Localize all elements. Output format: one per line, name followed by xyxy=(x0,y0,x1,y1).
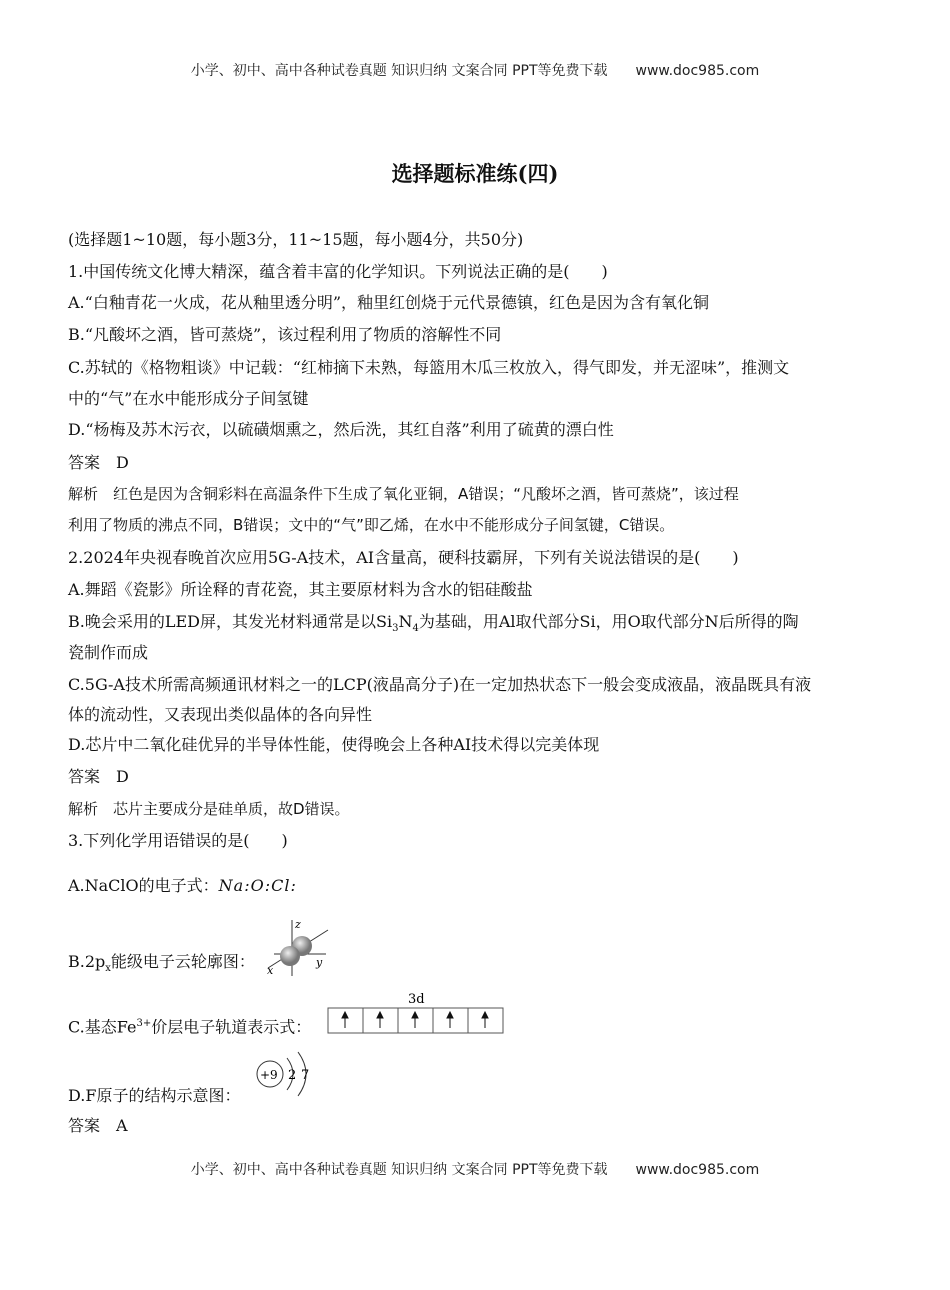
page-title: 选择题标准练(四) xyxy=(391,161,559,186)
svg-text:+9: +9 xyxy=(260,1068,278,1082)
q2-option-b-cont: 瓷制作而成 xyxy=(68,643,149,662)
header-url[interactable]: www.doc985.com xyxy=(635,63,760,79)
up-arrow-icon xyxy=(412,1012,418,1028)
q3-option-c: C.基态$Fe^{3+}$价层电子轨道表示式： xyxy=(68,1017,312,1037)
q2-analysis: 解析 芯片主要成分是硅单质，故D错误。 xyxy=(68,800,350,818)
q1-stem: 1.中国传统文化博大精深，蕴含着丰富的化学知识。下列说法正确的是( ) xyxy=(68,262,608,281)
q2-option-c-cont: 体的流动性，又表现出类似晶体的各向异性 xyxy=(68,705,373,724)
q3-option-d: D.F原子的结构示意图： xyxy=(68,1086,241,1105)
q3-option-b: $B.2p_x$能级电子云轮廓图： xyxy=(68,952,255,975)
page-header xyxy=(0,60,950,80)
q1-option-c: C.苏轼的《格物粗谈》中记载：“红柿摘下未熟，每篮用木瓜三枚放入，得气即发，并无涩味”，推测文 xyxy=(68,358,790,377)
q2-stem: 2.2024年央视春晚首次应用5G-A技术，AI含量高，硬科技霸屏，下列有关说法错误的是( ) xyxy=(68,548,739,567)
intro: (选择题1~10题，每小题3分，11~15题，每小题4分，共50分) xyxy=(68,230,524,249)
p-orbital-figure xyxy=(264,916,336,978)
q3-option-a: A.NaClO的电子式：Na:O:Cl: xyxy=(68,876,297,895)
up-arrow-icon xyxy=(342,1012,348,1028)
orbital-diagram-3d xyxy=(326,990,506,1036)
q2-option-b: B.晚会采用的LED屏，其发光材料通常是以$Si_3N_4$为基础，用Al取代部分Si，用O取代部分N后所得的陶 xyxy=(68,612,799,635)
q1-answer: 答案 D xyxy=(68,453,129,472)
svg-text:x: x xyxy=(267,964,274,977)
header-text: 小学、初中、高中各种试卷真题 知识归纳 文案合同 PPT等免费下载 xyxy=(190,63,608,79)
svg-text:7: 7 xyxy=(301,1068,310,1083)
up-arrow-icon xyxy=(377,1012,383,1028)
svg-text:2: 2 xyxy=(288,1068,297,1083)
q1-option-b: B.“凡酸坏之酒，皆可蒸烧”，该过程利用了物质的溶解性不同 xyxy=(68,325,502,344)
q1-option-d: D.“杨梅及苏木污衣，以硫磺烟熏之，然后洗，其红自落”利用了硫黄的漂白性 xyxy=(68,420,614,439)
svg-text:z: z xyxy=(295,918,301,931)
q2-answer: 答案 D xyxy=(68,767,129,786)
page-footer xyxy=(0,1159,950,1179)
svg-text:3d: 3d xyxy=(408,992,425,1007)
naclo-electron-formula: Na:O:Cl: xyxy=(218,876,297,895)
q2-option-c: C.5G-A技术所需高频通讯材料之一的LCP(液晶高分子)在一定加热状态下一般会变成液晶，液晶既具有液 xyxy=(68,675,812,694)
q1-analysis-cont: 利用了物质的沸点不同，B错误；文中的“气”即乙烯，在水中不能形成分子间氢键，C错误。 xyxy=(68,516,675,534)
q3-answer: 答案 A xyxy=(68,1116,128,1135)
q1-option-c-cont: 中的“气”在水中能形成分子间氢键 xyxy=(68,389,309,408)
svg-text:y: y xyxy=(316,956,323,969)
up-arrow-icon xyxy=(482,1012,488,1028)
q2-option-a: A.舞蹈《瓷影》所诠释的青花瓷，其主要原材料为含水的铝硅酸盐 xyxy=(68,580,533,599)
q1-option-a: A.“白釉青花一火成，花从釉里透分明”，釉里红创烧于元代景德镇，红色是因为含有氧化铜 xyxy=(68,293,710,312)
q3-stem: 3.下列化学用语错误的是( ) xyxy=(68,831,288,850)
q2-option-d: D.芯片中二氧化硅优异的半导体性能，使得晚会上各种AI技术得以完美体现 xyxy=(68,735,600,754)
fluorine-atom-structure xyxy=(254,1048,324,1098)
up-arrow-icon xyxy=(447,1012,453,1028)
q1-analysis: 解析 红色是因为含铜彩料在高温条件下生成了氧化亚铜，A错误；“凡酸坏之酒，皆可蒸烧”，该过程 xyxy=(68,485,739,503)
footer-url[interactable]: www.doc985.com xyxy=(635,1162,760,1178)
footer-text: 小学、初中、高中各种试卷真题 知识归纳 文案合同 PPT等免费下载 xyxy=(190,1162,608,1178)
